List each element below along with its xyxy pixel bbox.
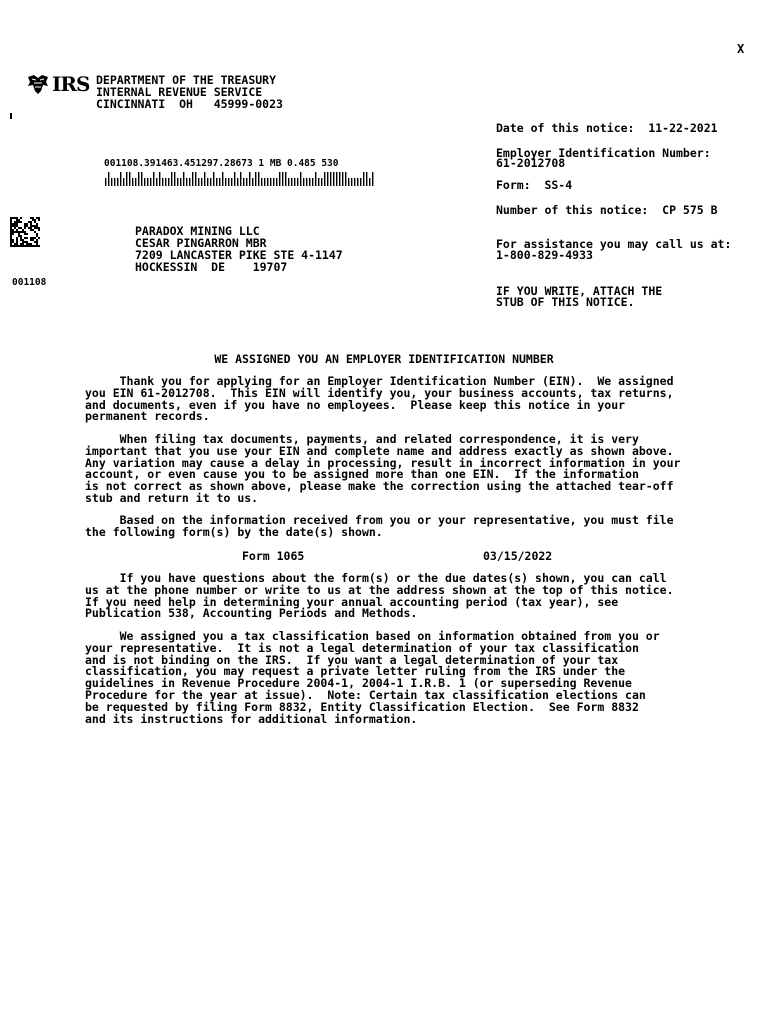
- close-mark: X: [737, 42, 745, 56]
- ein-label: Employer Identification Number:: [496, 146, 711, 160]
- required-form-due-date: 03/15/2022: [483, 549, 553, 563]
- notice-number: Number of this notice: CP 575 B: [496, 203, 718, 217]
- irs-logo: [26, 72, 89, 96]
- paragraph-required-forms: Based on the information received from you or your representative, you must file the following form(s) by the date(s) shown.: [85, 513, 674, 539]
- assistance-phone: 1-800-829-4933: [496, 248, 593, 262]
- assistance-label: For assistance you may call us at:: [496, 237, 732, 251]
- paragraph-ein-assigned: Thank you for applying for an Employer Identification Number (EIN). We assigned you EIN 61-2012708. This EIN will identify you, your business accounts, tax returns, and documents, even if you have no employees. Please keep this notice in your permanent records.: [85, 374, 674, 424]
- document-id: 001108: [12, 277, 47, 288]
- address-line: HOCKESSIN DE 19707: [135, 260, 288, 274]
- barcode-text: 001108.391463.451297.28673 1 MB 0.485 530: [104, 158, 339, 169]
- address-line: CESAR PINGARRON MBR: [135, 236, 267, 250]
- agency-line: CINCINNATI OH 45999-0023: [96, 97, 283, 111]
- agency-line: INTERNAL REVENUE SERVICE: [96, 85, 263, 99]
- eagle-icon: [26, 73, 50, 95]
- notice-date: Date of this notice: 11-22-2021: [496, 121, 718, 135]
- stub-instruction-line: IF YOU WRITE, ATTACH THE: [496, 284, 663, 298]
- form-type: Form: SS-4: [496, 178, 573, 192]
- qr-code: [10, 217, 40, 247]
- margin-tick: [10, 113, 12, 119]
- ein-value: 61-2012708: [496, 156, 566, 170]
- agency-address: [96, 74, 283, 110]
- irs-logo-text: IRS: [52, 72, 90, 96]
- required-form-name: Form 1065: [242, 549, 305, 563]
- stub-instruction-line: STUB OF THIS NOTICE.: [496, 295, 635, 309]
- recipient-address: [135, 225, 343, 273]
- notice-headline: WE ASSIGNED YOU AN EMPLOYER IDENTIFICATION NUMBER: [214, 352, 554, 366]
- address-line: PARADOX MINING LLC: [135, 224, 260, 238]
- postal-barcode: [104, 171, 376, 187]
- paragraph-questions: If you have questions about the form(s) or the due dates(s) shown, you can call us at the phone number or write to us at the address shown at the top of this notice. If you need help in determining your annual accounting period (tax year), see Publication 538, Accounting Periods and Methods.: [85, 571, 674, 621]
- paragraph-tax-classification: We assigned you a tax classification based on information obtained from you or your representative. It is not a legal determination of your tax classification and is not binding on the IRS. If you want a legal determination of your tax classification, you may request a private letter ruling from the IRS under the guidelines in Revenue Procedure 2004-1, 2004-1 I.R.B. 1 (or superseding Revenue Procedure for the year at issue). Note: Certain tax classification elections can be requested by filing Form 8832, Entity Classification Election. See Form 8832 and its instructions for additional information.: [85, 629, 660, 726]
- address-line: 7209 LANCASTER PIKE STE 4-1147: [135, 248, 343, 262]
- paragraph-filing-instructions: When filing tax documents, payments, and related correspondence, it is very important that you use your EIN and complete name and address exactly as shown above. Any variation may cause a delay in processing, result in incorrect information in your account, or even cause you to be assigned more than one EIN. If the information is not correct as shown above, please make the correction using the attached tear-off stub and return it to us.: [85, 432, 681, 505]
- agency-line: DEPARTMENT OF THE TREASURY: [96, 73, 277, 87]
